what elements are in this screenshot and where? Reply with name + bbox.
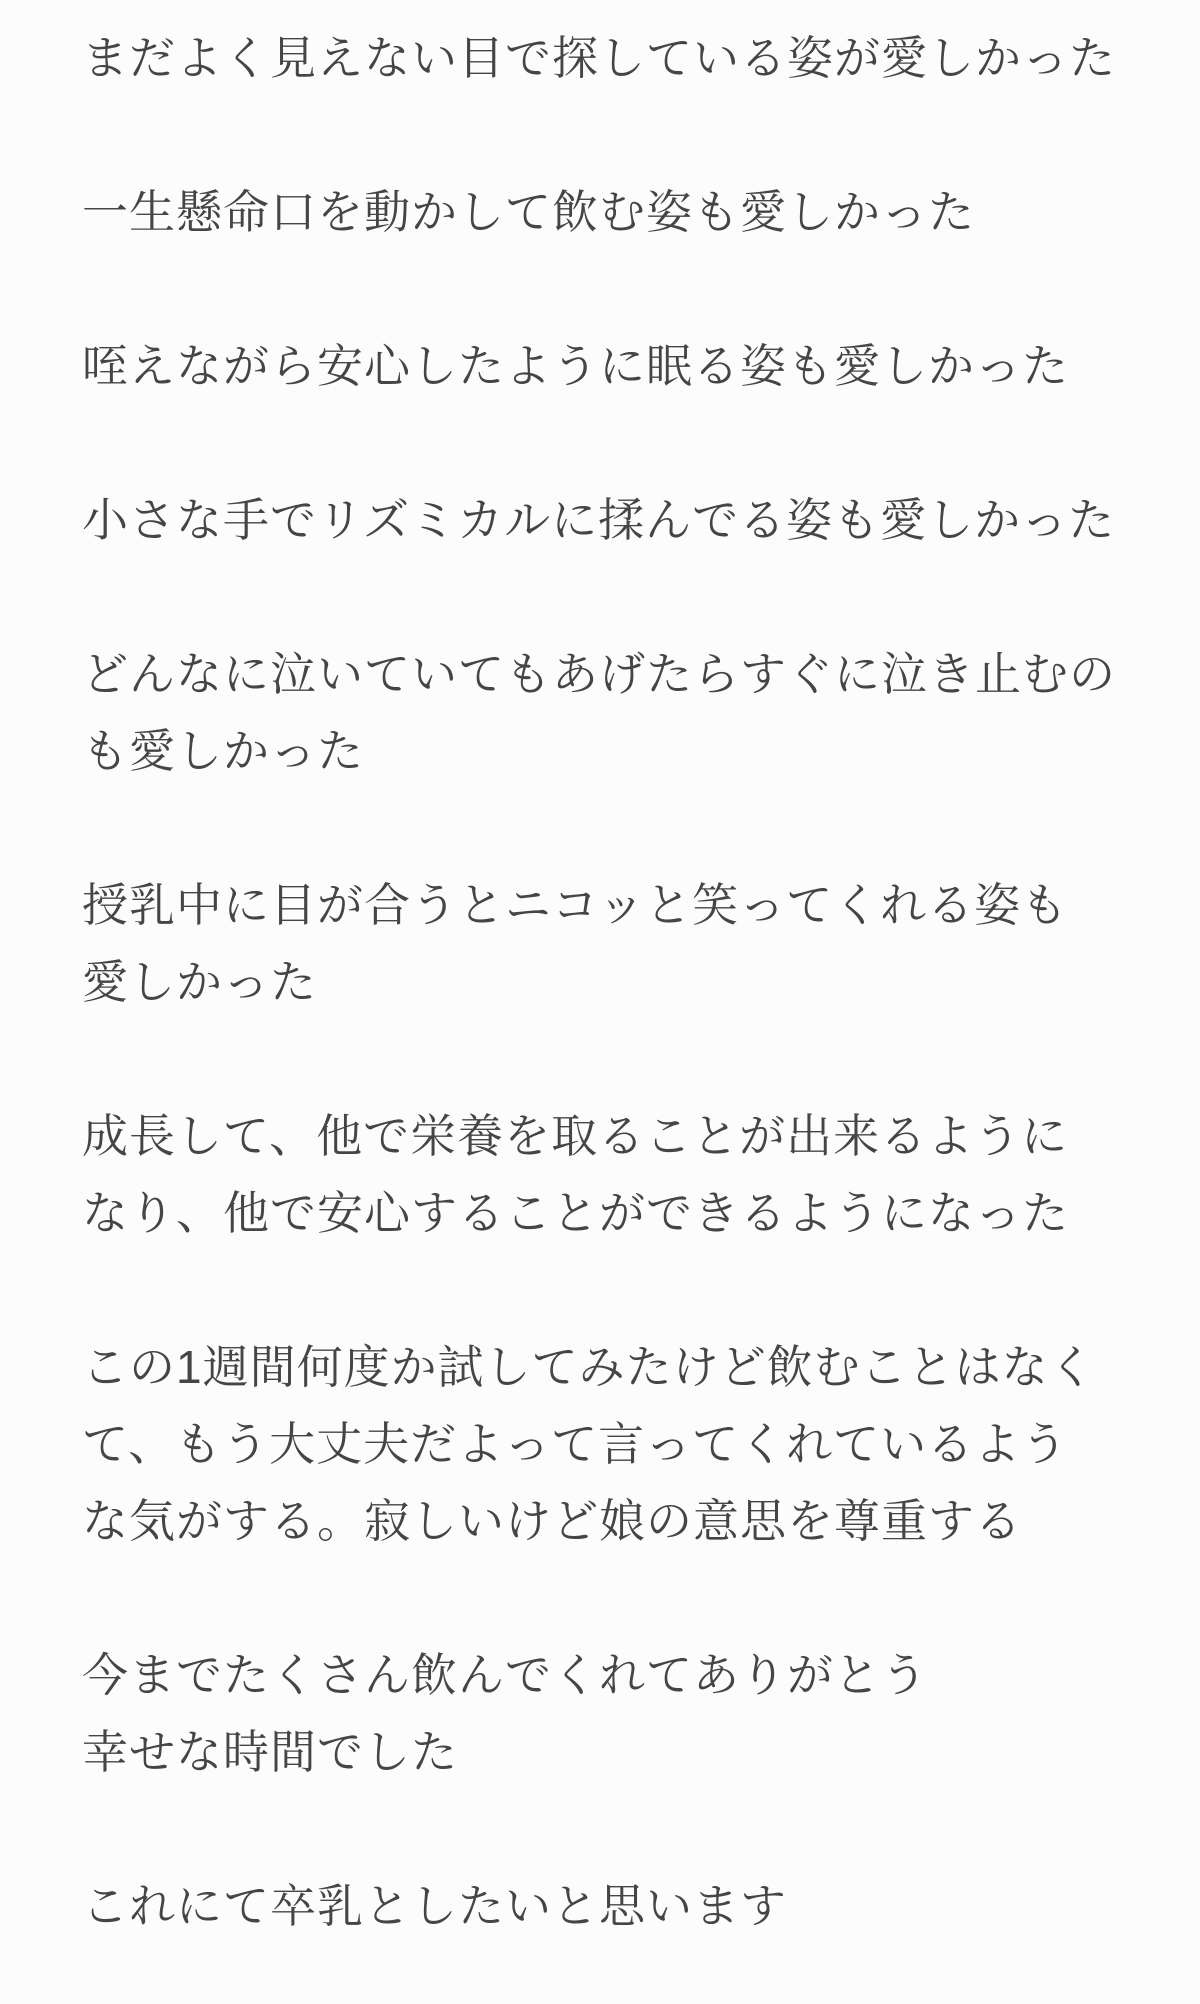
paragraph-3	[82, 328, 1160, 405]
text-line: 小さな手でリズミカルに揉んでる姿も愛しかった	[82, 494, 1116, 546]
paragraph-5	[82, 636, 1160, 790]
text-line: この1週間何度か試してみたけど飲むことはなく	[82, 1341, 1096, 1393]
paragraph-9	[82, 1637, 1160, 1791]
text-line: なり、他で安心することができるようになった	[82, 1187, 1069, 1239]
text-line: 成長して、他で栄養を取ることが出来るように	[82, 1110, 1069, 1162]
text-line: まだよく見えない目で探している姿が愛しかった	[82, 32, 1116, 84]
text-line: 授乳中に目が合うとニコッと笑ってくれる姿も	[82, 879, 1069, 931]
paragraph-10	[82, 1868, 1160, 1945]
paragraph-1	[82, 20, 1160, 97]
text-line: も愛しかった	[82, 725, 364, 777]
paragraph-2	[82, 174, 1160, 251]
text-line: 咥えながら安心したように眠る姿も愛しかった	[82, 340, 1069, 392]
text-line: どんなに泣いていてもあげたらすぐに泣き止むの	[82, 648, 1116, 700]
text-line: これにて卒乳としたいと思います	[82, 1880, 787, 1932]
paragraph-7	[82, 1098, 1160, 1252]
paragraph-4	[82, 482, 1160, 559]
text-line: 幸せな時間でした	[82, 1726, 458, 1778]
text-line: 愛しかった	[82, 956, 317, 1008]
text-line: 一生懸命口を動かして飲む姿も愛しかった	[82, 186, 975, 238]
paragraph-6	[82, 867, 1160, 1021]
text-line: て、もう大丈夫だよって言ってくれているよう	[82, 1418, 1069, 1470]
text-line: な気がする。寂しいけど娘の意思を尊重する	[82, 1495, 1022, 1547]
paragraph-8	[82, 1329, 1160, 1560]
text-line: 今までたくさん飲んでくれてありがとう	[82, 1649, 928, 1701]
